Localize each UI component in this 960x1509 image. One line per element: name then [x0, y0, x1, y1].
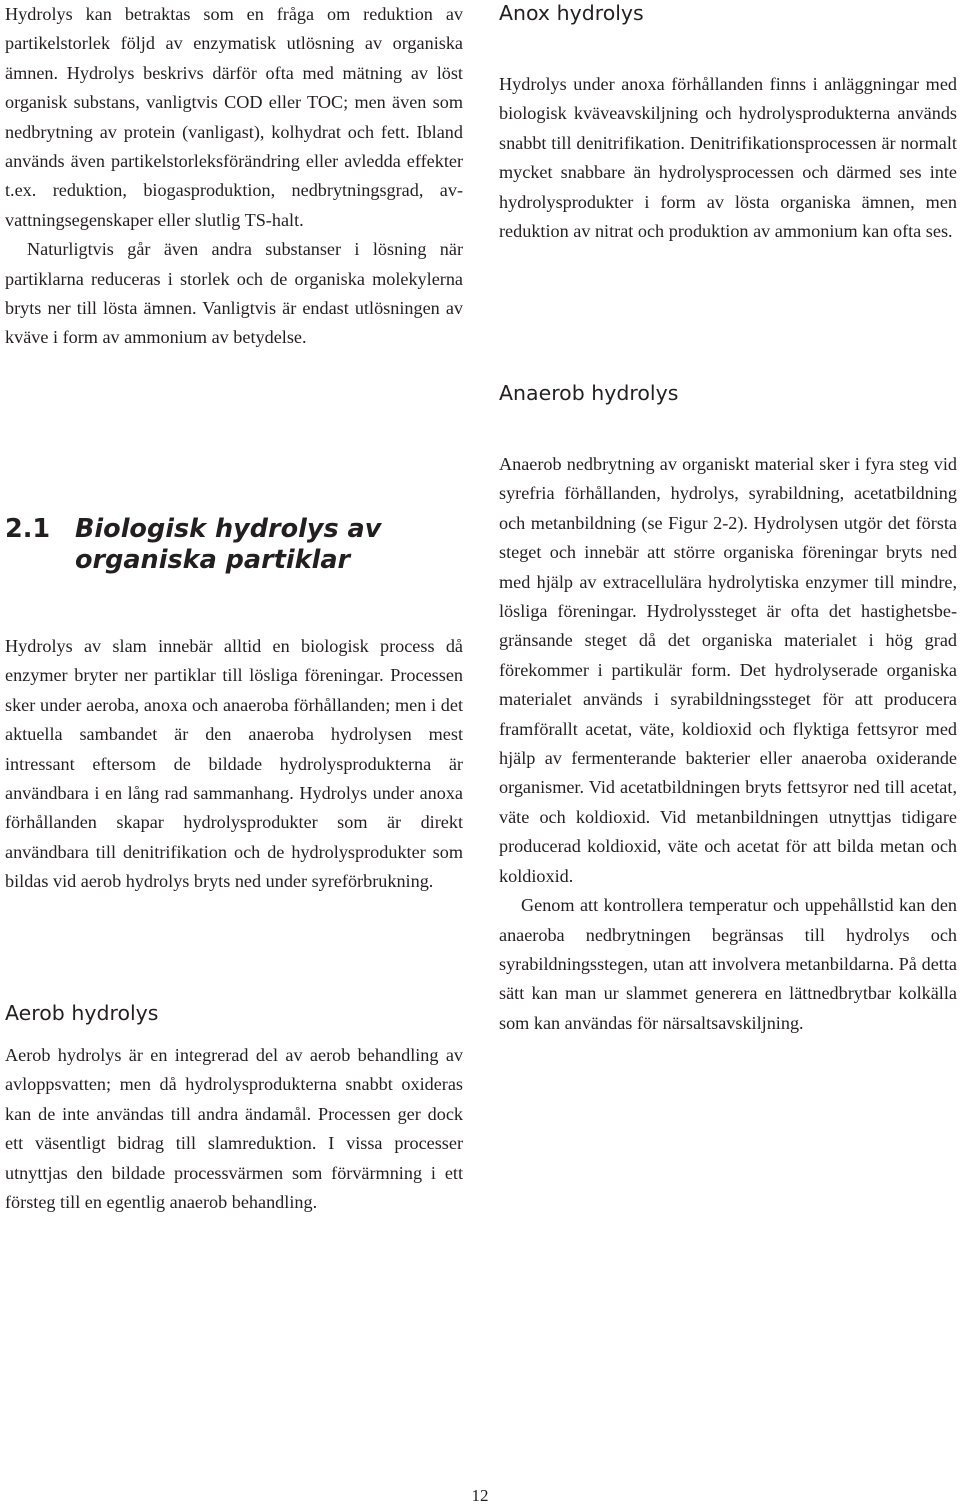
aerob-body-paragraph: Aerob hydrolys är en integrerad del av aerob behandling av avloppsvatten; men då hydrolysprodukterna snabbt oxideras kan de inte användas till andra ändamål. Processen ger dock ett väsentligt bidrag till slamreduktion. I vissa processer utnyttjas den bildade processvärmen som förvärmning i ett försteg till en egentlig anaerob behandling.: [5, 1045, 463, 1213]
anaerob-paragraph-2: Genom att kontrollera temperatur och uppehållstid kan den anaeroba nedbrytningen begränsas till hydrolys och syrabildningsstegen, utan att involvera metanbildarna. På detta sätt kan man ur slammet generera en lättnedbrytbar kolkälla som kan användas för närsaltsavskiljning.: [499, 895, 957, 1033]
anox-heading: Anox hydrolys: [499, 1, 644, 25]
intro-paragraph-2: Naturligtvis går även andra substanser i lösning när partiklarna reduceras i storlek och de organiska molekylerna bryts ner till lösta ämnen. Vanligtvis är endast utlösningen av kväve i form av ammonium av betydelse.: [5, 239, 463, 348]
anaerob-heading: Anaerob hydrolys: [499, 381, 679, 405]
anaerob-body-section: [499, 450, 957, 1038]
aerob-section: [5, 1000, 463, 1026]
chapter-body-section: [5, 632, 463, 897]
chapter-body-paragraph: Hydrolys av slam innebär alltid en biologisk process då enzymer bryter ner partiklar till lösliga föreningar. Processen sker under aeroba, anoxa och anaeroba förhållanden; men i det aktuella sambandet är den anaeroba hydrolysen mest intressant eftersom de bildade hydrolysprodukterna är användbara i en lång rad sammanhang. Hydrolys under anoxa förhållanden skapar hydrolysprodukter som är direkt användbara till denitrifikation och de hydrolysprodukter som bildas vid aerob hydrolys bryts ned under syreförbrukning.: [5, 636, 463, 892]
anaerob-paragraph-1: Anaerob nedbrytning av organiskt material sker i fyra steg vid syrefria förhållanden, hydrolys, syrabildning, acetatbildning och metanbildning (se Figur 2-2). Hydrolysen utgör det första steget och innebär att större organiska föreningar bryts ned med hjälp av extracellulära hydrolytiska enzymer till mindre, lösliga föreningar. Hydrolyssteget är ofta det hastighetsbegränsande steget då det organiska materialet i hög grad förekommer i partikulär form. Det hydrolyserade organiska materialet används i syrabildningssteget för att producera framförallt acetat, väte, koldioxid och flyktiga fettsyror med hjälp av fermenterande bakterier eller anaeroba oxiderande organismer. Vid acetatbildningen bryts fettsyror ned till acetat, väte och koldioxid. Vid metanbildningen utnyttjas tidigare producerad koldioxid, väte och acetat för att bilda metan och koldioxid.: [499, 454, 957, 886]
intro-paragraph-1: Hydrolys kan betraktas som en fråga om reduktion av partikelstorlek följd av enzymatisk utlösning av organiska ämnen. Hydrolys beskrivs därför ofta med mätning av löst organisk substans, vanligtvis COD eller TOC; men även som nedbrytning av protein (vanligast), kolhydrat och fett. Ibland används även partikelstorleksförändring eller avledda effekter t.ex. reduktion, biogasproduktion, nedbrytningsgrad, avvattningsegenskaper eller slutlig TS-halt.: [5, 4, 463, 230]
aerob-body-section: [5, 1041, 463, 1217]
chapter-title: Biologisk hydrolys av organiska partiklar: [75, 514, 382, 575]
anaerob-section: [499, 380, 957, 406]
anox-section: [499, 0, 957, 26]
anox-body-section: [499, 70, 957, 246]
page-number: 12: [471, 1486, 489, 1505]
aerob-heading: Aerob hydrolys: [5, 1001, 159, 1025]
chapter-number: 2.1: [5, 514, 51, 544]
anox-body-paragraph: Hydrolys under anoxa förhållanden finns i anläggningar med biologisk kväveavskiljning och hydrolysprodukterna används snabbt till denitrifikation. Denitrifikationsprocessen är normalt mycket snabbare än hydrolysprocessen och därmed ses inte hydrolysprodukter i form av lösta organiska ämnen, men reduktion av nitrat och produktion av ammonium kan ofta ses.: [499, 74, 957, 242]
chapter-heading: [5, 514, 463, 576]
intro-section: [5, 0, 463, 353]
